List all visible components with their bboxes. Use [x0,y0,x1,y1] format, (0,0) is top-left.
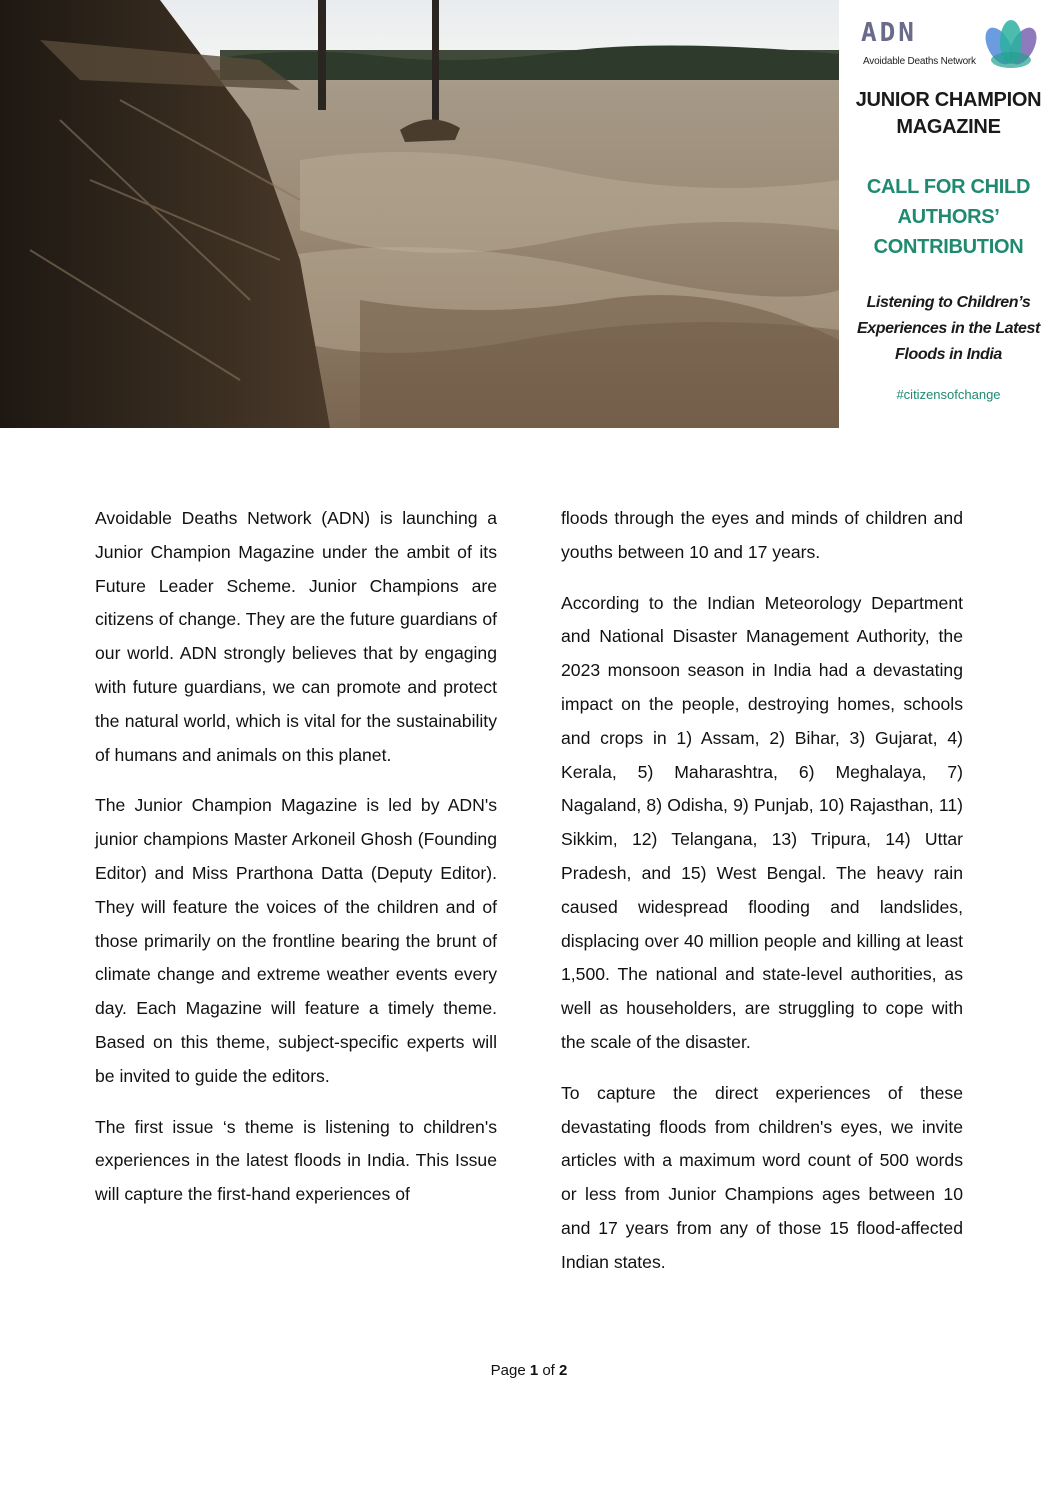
flood-photo [0,0,839,428]
call-line-1: CALL FOR CHILD [866,176,1031,198]
page-current: 1 [529,1362,539,1379]
page-number [0,1362,1058,1379]
paragraph: The first issue ‘s theme is listening to children's experiences in the latest floods in India. This Issue will capture the first-hand experiences of [95,1116,497,1205]
logo-subtitle: Avoidable Deaths Network [863,56,976,67]
right-column [561,502,963,1280]
magazine-title-line-1: JUNIOR CHAMPION [855,89,1042,111]
paragraph: According to the Indian Meteorology Department and National Disaster Management Authority, the 2023 monsoon season in India had a devastating impact on the people, destroying homes, schools and crops in 1) Assam, 2) Bihar, 3) Gujarat, 4) Kerala, 5) Maharashtra, 6) Meghalaya, 7) Nagaland, 8) Odisha, 9) Punjab, 10) Rajasthan, 11) Sikkim, 12) Telangana, 13) Tripura, 14) Uttar Pradesh, and 15) West Bengal. The heavy rain caused widespread flooding and landslides, displacing over 40 million people and killing at least 1,500. The national and state-level authorities, as well as householders, are struggling to cope with the scale of the disaster. [561,592,963,1052]
lotus-icon [979,14,1043,72]
header-side-panel [839,0,1058,428]
theme-line-3: Floods in India [895,346,1002,363]
magazine-title-line-2: MAGAZINE [896,116,1001,138]
logo-mark: ADN [861,18,917,48]
page-of: of [538,1362,560,1379]
adn-logo [861,14,1043,74]
call-for-authors-title [839,172,1058,262]
flood-photo-illustration [0,0,839,428]
hashtag: #citizensofchange [896,387,1001,402]
page-prefix: Page [490,1362,530,1379]
left-column [95,502,497,1212]
paragraph: floods through the eyes and minds of children and youths between 10 and 17 years. [561,508,963,562]
magazine-title [839,87,1058,141]
call-line-2: AUTHORS’ [897,206,1000,228]
paragraph: To capture the direct experiences of these devastating floods from children's eyes, we invite articles with a maximum word count of 500 words or less from Junior Champions ages between 10 and 17 years from any of those 15 flood-affected Indian states. [561,1082,963,1272]
page-total: 2 [559,1362,568,1379]
issue-theme [839,290,1058,368]
theme-line-1: Listening to Children’s [866,294,1031,311]
paragraph: The Junior Champion Magazine is led by ADN's junior champions Master Arkoneil Ghosh (Founding Editor) and Miss Prarthona Datta (Deputy Editor). They will feature the voices of the children and of those primarily on the frontline bearing the brunt of climate change and extreme weather events every day. Each Magazine will feature a timely theme. Based on this theme, subject-specific experts will be invited to guide the editors. [95,795,497,1086]
call-line-3: CONTRIBUTION [873,236,1024,258]
theme-line-2: Experiences in the Latest [857,320,1040,337]
paragraph: Avoidable Deaths Network (ADN) is launching a Junior Champion Magazine under the ambit of its Future Leader Scheme. Junior Champions are citizens of change. They are the future guardians of our world. ADN strongly believes that by engaging with future guardians, we can promote and protect the natural world, which is vital for the sustainability of humans and animals on this planet. [95,508,497,765]
